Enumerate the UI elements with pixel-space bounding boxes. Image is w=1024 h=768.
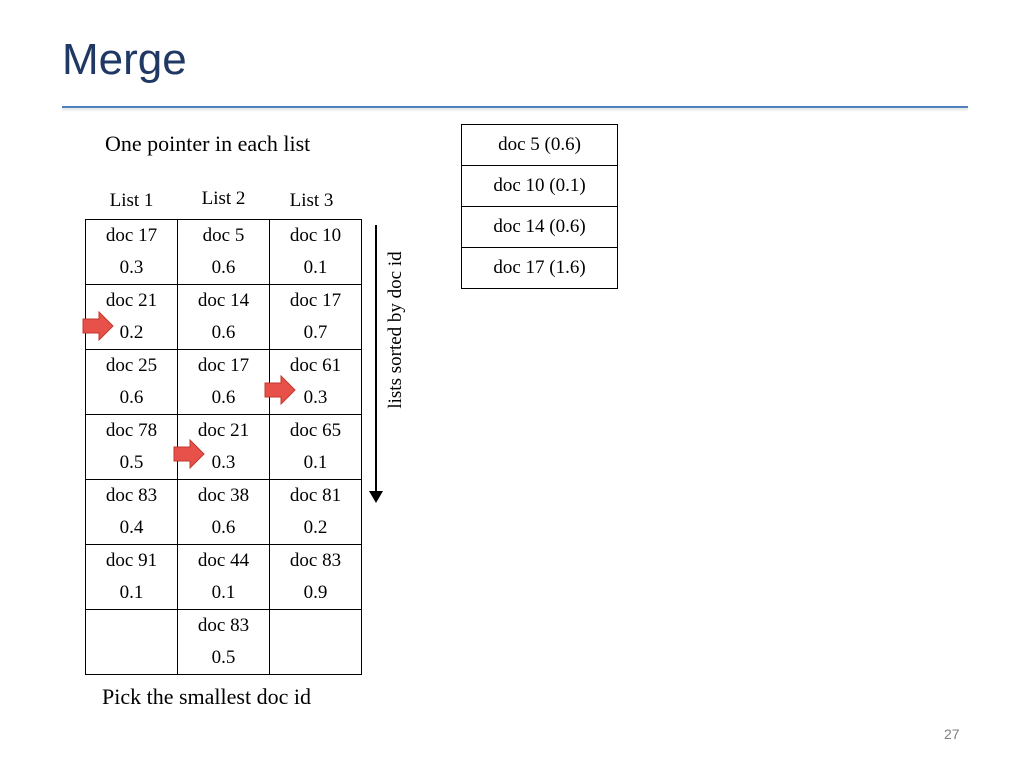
result-row (462, 125, 618, 166)
doc-score: 0.5 (211, 647, 236, 668)
pointer-arrow-icon (82, 311, 114, 341)
posting-cell (86, 415, 178, 480)
doc-score: 0.3 (119, 257, 144, 278)
doc-id: doc 38 (197, 485, 250, 506)
posting-cell (270, 220, 362, 285)
doc-score: 0.1 (211, 582, 236, 603)
doc-id: doc 65 (289, 420, 342, 441)
doc-score: 0.1 (119, 582, 144, 603)
list-header-1: List 1 (109, 190, 154, 211)
doc-score: 0.6 (211, 322, 236, 343)
doc-score: 0.6 (211, 517, 236, 538)
doc-score: 0.3 (211, 452, 236, 473)
doc-score: 0.2 (303, 517, 328, 538)
sort-direction-line (375, 225, 377, 492)
list-row (86, 285, 362, 350)
posting-cell (270, 545, 362, 610)
sort-order-label: lists sorted by doc id (385, 251, 406, 409)
list-row (86, 545, 362, 610)
doc-score: 0.3 (303, 387, 328, 408)
page-number: 27 (944, 726, 960, 742)
posting-cell (178, 610, 270, 675)
posting-cell (178, 545, 270, 610)
result-cell: doc 10 (0.1) (462, 166, 618, 207)
posting-cell (270, 285, 362, 350)
subtitle-caption: One pointer in each list (105, 131, 311, 156)
list-header-2: List 2 (201, 188, 246, 209)
doc-score: 0.9 (303, 582, 328, 603)
doc-id: doc 17 (289, 290, 342, 311)
doc-id: doc 17 (105, 225, 158, 246)
doc-id: doc 83 (105, 485, 158, 506)
doc-id: doc 78 (105, 420, 158, 441)
posting-cell (270, 610, 362, 675)
doc-id: doc 21 (197, 420, 250, 441)
doc-score: 0.6 (211, 257, 236, 278)
posting-cell (178, 220, 270, 285)
list-row (86, 220, 362, 285)
down-arrow-icon (369, 491, 383, 503)
doc-score: 0.2 (119, 322, 144, 343)
list-row (86, 480, 362, 545)
pointer-arrow-icon (173, 439, 205, 469)
result-row (462, 248, 618, 289)
title-divider (62, 106, 968, 108)
doc-score: 0.6 (211, 387, 236, 408)
doc-id: doc 17 (197, 355, 250, 376)
doc-id: doc 21 (105, 290, 158, 311)
posting-cell (178, 285, 270, 350)
doc-id: doc 83 (289, 550, 342, 571)
posting-cell (86, 610, 178, 675)
list-header-3: List 3 (289, 190, 334, 211)
result-cell: doc 5 (0.6) (462, 125, 618, 166)
doc-id: doc 91 (105, 550, 158, 571)
posting-cell (270, 480, 362, 545)
doc-id: doc 61 (289, 355, 342, 376)
posting-cell (86, 545, 178, 610)
doc-id: doc 14 (197, 290, 250, 311)
merged-result-table (461, 124, 618, 289)
posting-cell (86, 220, 178, 285)
doc-id: doc 81 (289, 485, 342, 506)
posting-cell (270, 415, 362, 480)
list-row (86, 610, 362, 675)
doc-id: doc 83 (197, 615, 250, 636)
posting-cell (86, 350, 178, 415)
doc-id: doc 25 (105, 355, 158, 376)
doc-score: 0.4 (119, 517, 144, 538)
result-cell: doc 14 (0.6) (462, 207, 618, 248)
doc-score: 0.1 (303, 257, 328, 278)
list-row (86, 350, 362, 415)
posting-lists-table (85, 219, 362, 675)
pointer-arrow-icon (264, 375, 296, 405)
result-row (462, 207, 618, 248)
doc-score: 0.7 (303, 322, 328, 343)
posting-cell (86, 480, 178, 545)
footer-caption: Pick the smallest doc id (102, 684, 311, 709)
doc-score: 0.1 (303, 452, 328, 473)
doc-score: 0.5 (119, 452, 144, 473)
list-row (86, 415, 362, 480)
posting-cell (178, 350, 270, 415)
result-cell: doc 17 (1.6) (462, 248, 618, 289)
doc-id: doc 5 (202, 225, 245, 246)
doc-id: doc 44 (197, 550, 250, 571)
doc-score: 0.6 (119, 387, 144, 408)
doc-id: doc 10 (289, 225, 342, 246)
posting-cell (178, 480, 270, 545)
result-row (462, 166, 618, 207)
slide-title: Merge (62, 35, 187, 84)
